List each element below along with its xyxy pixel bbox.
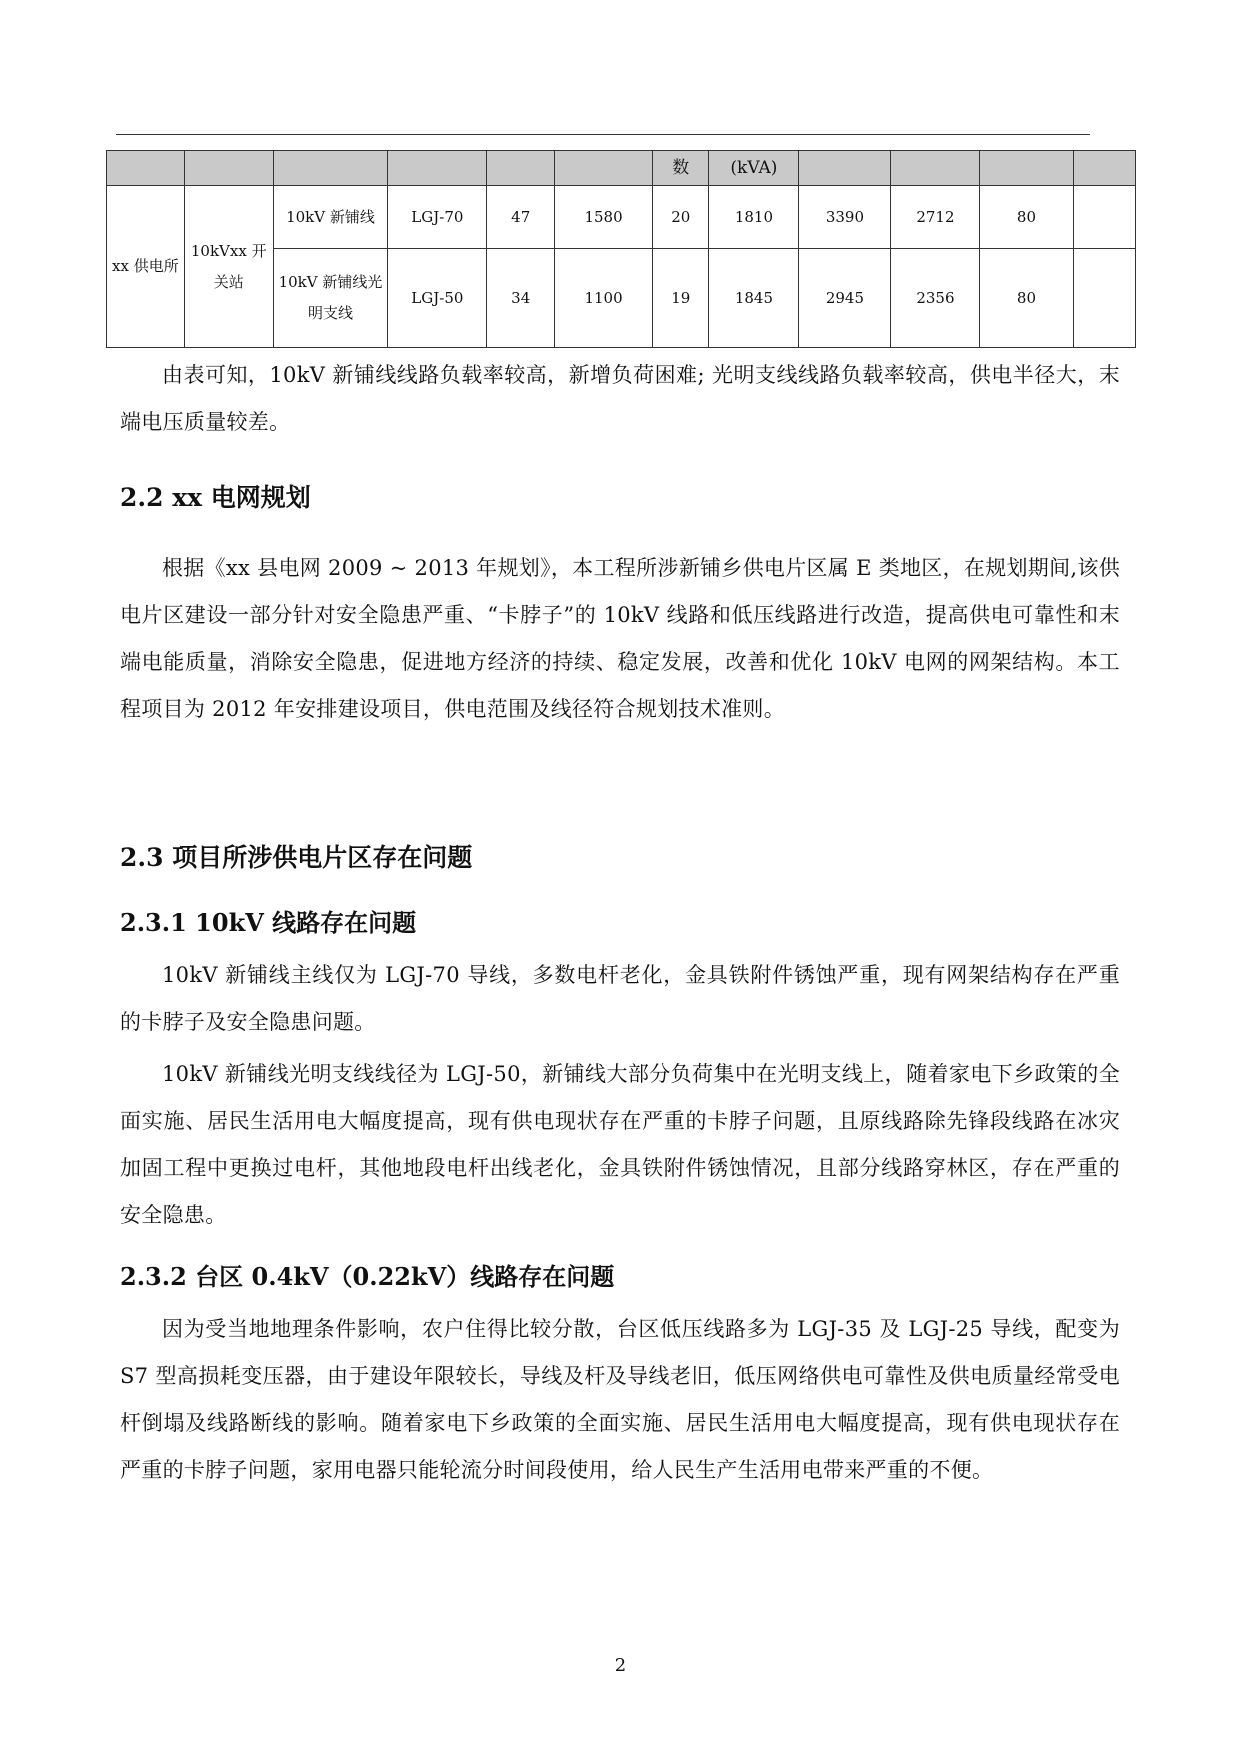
table-cell: 19 [653, 249, 709, 348]
table-cell: 20 [653, 186, 709, 249]
table-cell [1073, 186, 1135, 249]
table-cell [1073, 249, 1135, 348]
line-name-cell: 10kV 新铺线光明支线 [273, 249, 388, 348]
table-cell: 34 [487, 249, 555, 348]
header-cell [799, 151, 891, 186]
switch-station-cell: 10kVxx 开关站 [184, 186, 273, 348]
header-cell [1073, 151, 1135, 186]
paragraph-2-3-1-a: 10kV 新铺线主线仅为 LGJ-70 导线，多数电杆老化，金具铁附件锈蚀严重，现有网架结构存在严重的卡脖子及安全隐患问题。 [120, 963, 1120, 1034]
header-cell: 数 [653, 151, 709, 186]
table-cell: 1100 [554, 249, 652, 348]
header-cell [107, 151, 185, 186]
header-rule [116, 134, 1090, 135]
header-cell [891, 151, 980, 186]
table-cell: 2356 [891, 249, 980, 348]
section-heading-2-3-1: 2.3.1 10kV 线路存在问题 [120, 908, 417, 937]
table-summary-paragraph: 由表可知，10kV 新铺线线路负载率较高，新增负荷困难; 光明支线线路负载率较高，供电半径大，末端电压质量较差。 [120, 363, 1120, 434]
conductor-cell: LGJ-70 [388, 186, 487, 249]
table-cell: 2945 [799, 249, 891, 348]
header-cell [184, 151, 273, 186]
conductor-cell: LGJ-50 [388, 249, 487, 348]
header-cell [388, 151, 487, 186]
line-name-cell: 10kV 新铺线 [273, 186, 388, 249]
section-heading-2-3-2: 2.3.2 台区 0.4kV（0.22kV）线路存在问题 [120, 1262, 615, 1291]
header-cell: (kVA) [709, 151, 799, 186]
table-cell: 1580 [554, 186, 652, 249]
table-cell: 1810 [709, 186, 799, 249]
supply-station-cell: xx 供电所 [107, 186, 185, 348]
page-number: 2 [614, 1655, 627, 1676]
table-row [107, 186, 1136, 249]
table-cell: 2712 [891, 186, 980, 249]
section-heading-2-3: 2.3 项目所涉供电片区存在问题 [120, 843, 473, 872]
paragraph-2-3-1-b: 10kV 新铺线光明支线线径为 LGJ-50，新铺线大部分负荷集中在光明支线上，随着家电下乡政策的全面实施、居民生活用电大幅度提高，现有供电现状存在严重的卡脖子问题，且原线路除先锋段线路在冰灾加固工程中更换过电杆，其他地段电杆出线老化，金具铁附件锈蚀情况，且部分线路穿林区，存在严重的安全隐患。 [120, 1062, 1120, 1227]
table-cell: 3390 [799, 186, 891, 249]
section-heading-2-2: 2.2 xx 电网规划 [120, 483, 311, 512]
table-cell: 80 [980, 186, 1073, 249]
line-load-table [106, 150, 1136, 348]
header-cell [554, 151, 652, 186]
table-cell: 80 [980, 249, 1073, 348]
paragraph-2-3-2: 因为受当地地理条件影响，农户住得比较分散，台区低压线路多为 LGJ-35 及 LGJ-25 导线，配变为 S7 型高损耗变压器，由于建设年限较长，导线及杆及导线老旧，低压网络供电可靠性及供电质量经常受电杆倒塌及线路断线的影响。随着家电下乡政策的全面实施、居民生活用电大幅度提高，现有供电现状存在严重的卡脖子问题，家用电器只能轮流分时间段使用，给人民生产生活用电带来严重的不便。 [120, 1317, 1120, 1482]
header-cell [273, 151, 388, 186]
table-cell: 47 [487, 186, 555, 249]
header-cell [487, 151, 555, 186]
table-header-row [107, 151, 1136, 186]
header-cell [980, 151, 1073, 186]
paragraph-2-2: 根据《xx 县电网 2009 ~ 2013 年规划》，本工程所涉新铺乡供电片区属 E 类地区，在规划期间,该供电片区建设一部分针对安全隐患严重、“卡脖子”的 10kV 线路和低压线路进行改造，提高供电可靠性和末端电能质量，消除安全隐患，促进地方经济的持续、稳定发展，改善和优化 10kV 电网的网架结构。本工程项目为 2012 年安排建设项目，供电范围及线径符合规划技术准则。 [120, 556, 1120, 721]
table-cell: 1845 [709, 249, 799, 348]
